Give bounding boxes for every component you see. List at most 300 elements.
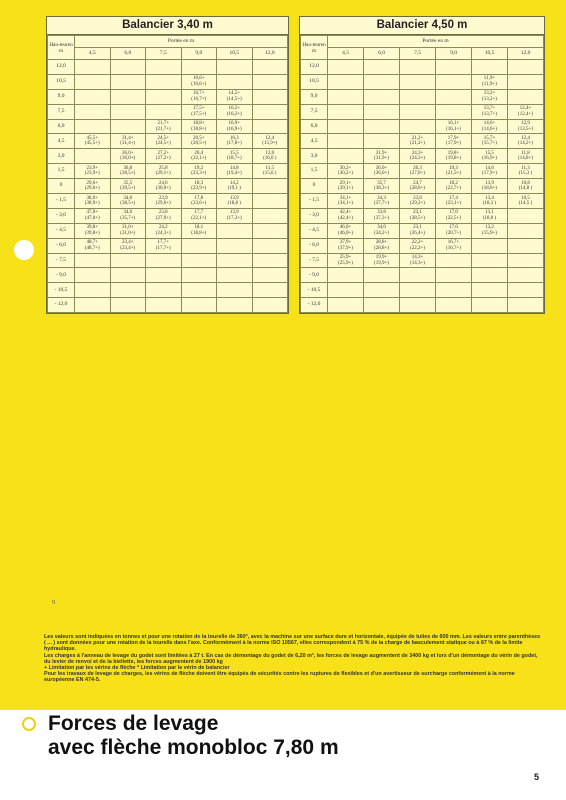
height-cell: 6,0 <box>48 119 75 134</box>
load-cell <box>364 119 400 134</box>
table-row <box>301 164 544 179</box>
load-cell <box>252 268 288 283</box>
load-cell <box>400 238 436 253</box>
load-cell <box>75 253 111 268</box>
load-cell <box>181 74 217 89</box>
load-cell <box>328 60 364 75</box>
load-cell <box>472 238 508 253</box>
hauteur-label-line: en m <box>311 41 326 54</box>
load-cell <box>508 74 544 89</box>
load-value: 25,9+ <box>339 255 352 261</box>
height-cell: 10,5 <box>301 74 328 89</box>
load-cell <box>400 208 436 223</box>
height-cell: 3,0 <box>301 149 328 164</box>
load-cell <box>328 89 364 104</box>
load-value: (22,1+) <box>191 215 207 221</box>
load-table-right <box>299 16 545 314</box>
load-value: (23,9+) <box>84 171 100 177</box>
load-cell <box>508 104 544 119</box>
load-cell <box>508 60 544 75</box>
lift-table <box>300 35 544 313</box>
load-cell <box>75 119 111 134</box>
load-value: (30,2+) <box>338 171 353 177</box>
load-value: 16,6+ <box>192 76 205 82</box>
table-row <box>48 119 288 134</box>
load-cell <box>217 149 253 164</box>
load-value: (15,9+) <box>482 230 497 236</box>
reach-column-header: 10,5 <box>472 48 508 60</box>
load-value: (19,9+) <box>374 260 389 266</box>
load-cell <box>364 74 400 89</box>
load-cell <box>400 89 436 104</box>
load-cell <box>252 89 288 104</box>
height-cell: 7,5 <box>301 104 328 119</box>
load-value: 29,1+ <box>339 180 352 186</box>
load-cell <box>328 74 364 89</box>
load-cell <box>110 104 146 119</box>
load-value: 33,8 <box>377 210 386 216</box>
load-value: (12,4+) <box>518 111 533 117</box>
load-value: 17,5+ <box>192 106 205 112</box>
load-value: (22,5+) <box>446 215 461 221</box>
hauteur-header <box>48 36 75 60</box>
load-value: 12,4 <box>521 135 530 141</box>
load-value: 18,8+ <box>192 121 205 127</box>
load-value: (27,2+) <box>155 156 171 162</box>
load-value: (38,5+) <box>120 200 136 206</box>
height-cell: 4,5 <box>48 134 75 149</box>
height-cell: - 6,0 <box>301 238 328 253</box>
load-cell <box>508 238 544 253</box>
load-cell <box>436 119 472 134</box>
load-cell <box>146 164 182 179</box>
height-cell: - 12,0 <box>301 298 328 313</box>
load-cell <box>181 238 217 253</box>
height-cell: - 3,0 <box>301 208 328 223</box>
scan-mark: 9 <box>52 600 55 606</box>
load-value: 34,6 <box>123 210 133 216</box>
reach-column-header: 9,0 <box>181 48 217 60</box>
load-value: 25,8 <box>158 165 168 171</box>
table-row <box>301 298 544 313</box>
load-cell <box>400 253 436 268</box>
load-value: 13,7+ <box>483 106 496 112</box>
page-number: 5 <box>534 772 540 782</box>
load-value: (14,8 ) <box>518 186 533 192</box>
load-cell <box>146 179 182 194</box>
load-cell <box>472 283 508 298</box>
load-value: 15,5 <box>229 150 239 156</box>
load-value: 14,6+ <box>483 121 496 127</box>
height-cell: 1,5 <box>301 164 328 179</box>
load-value: 13,2+ <box>483 91 496 97</box>
load-value: (16,1+) <box>446 126 461 132</box>
load-value: (17,9+) <box>482 171 497 177</box>
load-cell <box>110 60 146 75</box>
load-value: (28,6+) <box>410 186 425 192</box>
load-cell <box>472 104 508 119</box>
load-cell <box>472 134 508 149</box>
load-value: 16,2+ <box>228 106 241 112</box>
load-value: 36,8 <box>123 165 133 171</box>
load-value: (35,7+) <box>120 215 136 221</box>
load-value: (23,6+) <box>191 200 207 206</box>
reach-column-header: 4,5 <box>75 48 111 60</box>
load-value: (16,9+) <box>482 156 497 162</box>
load-cell <box>146 74 182 89</box>
load-cell <box>181 134 217 149</box>
load-value: (19,4+) <box>226 171 242 177</box>
load-value: (30,0+) <box>155 186 171 192</box>
table-row <box>48 104 288 119</box>
load-value: (46,0+) <box>338 230 353 236</box>
load-cell <box>508 119 544 134</box>
load-cell <box>252 223 288 238</box>
load-value: (13,5+) <box>518 126 533 132</box>
load-value: 36,0+ <box>375 165 388 171</box>
load-value: (34,1+) <box>338 200 353 206</box>
load-value: 16,9+ <box>228 121 241 127</box>
load-cell <box>217 119 253 134</box>
load-value: (16,2+) <box>226 111 242 117</box>
table-row <box>48 298 288 313</box>
load-cell <box>252 134 288 149</box>
load-value: (17,5+) <box>191 111 207 117</box>
hauteur-header <box>301 36 328 60</box>
load-cell <box>328 238 364 253</box>
load-value: (17,3+) <box>226 215 242 221</box>
load-table-left <box>46 16 289 314</box>
load-value: (27,9+) <box>155 215 171 221</box>
load-value: 13,4 <box>485 195 494 201</box>
load-value: 23,1 <box>413 225 422 231</box>
load-cell <box>110 283 146 298</box>
load-cell <box>400 74 436 89</box>
load-value: 36,0+ <box>121 150 134 156</box>
note-paragraph: Les charges à l'anneau de levage du godet sont limitées à 27 t. En cas de démontage du godet de 6,20 m³, les forces de levage augmentent de 3400 kg et lors d'un démontage du vérin de godet, du levier de renvoi et de la biellette, les forces augmentent de 1900 kg <box>44 652 538 665</box>
load-value: (18,7+) <box>226 156 242 162</box>
load-cell <box>436 268 472 283</box>
load-value: (23,4+) <box>120 245 136 251</box>
load-cell <box>110 298 146 313</box>
load-cell <box>217 283 253 298</box>
load-cell <box>472 253 508 268</box>
load-value: (31,0+) <box>120 230 136 236</box>
load-value: 15,5 <box>485 150 494 156</box>
height-cell: - 12,0 <box>48 298 75 313</box>
height-cell: - 7,5 <box>301 253 328 268</box>
load-cell <box>181 268 217 283</box>
load-cell <box>146 268 182 283</box>
load-value: (16,7+) <box>446 245 461 251</box>
load-cell <box>508 149 544 164</box>
table-row <box>48 60 288 75</box>
load-cell <box>400 283 436 298</box>
load-cell <box>75 194 111 209</box>
load-value: 35,7 <box>377 180 386 186</box>
load-value: (27,0+) <box>410 171 425 177</box>
load-cell <box>436 179 472 194</box>
load-value: 17,7+ <box>157 240 170 246</box>
load-value: (42,4+) <box>338 215 353 221</box>
hauteur-label-line: teur <box>312 41 321 48</box>
load-value: (23,3+) <box>191 171 207 177</box>
height-cell: - 4,5 <box>301 223 328 238</box>
load-cell <box>181 253 217 268</box>
load-cell <box>252 238 288 253</box>
load-cell <box>328 208 364 223</box>
load-value: 21,2+ <box>411 135 424 141</box>
load-cell <box>328 253 364 268</box>
load-cell <box>217 298 253 313</box>
load-value: 11,5 <box>265 165 275 171</box>
load-value: (22,1+) <box>191 156 207 162</box>
table-row <box>301 179 544 194</box>
load-cell <box>436 134 472 149</box>
load-value: 14,6 <box>485 165 494 171</box>
load-cell <box>436 60 472 75</box>
table-row <box>301 268 544 283</box>
title-line: Forces de levage <box>48 712 219 735</box>
load-cell <box>508 283 544 298</box>
load-cell <box>252 74 288 89</box>
load-value: (45,5+) <box>84 141 100 147</box>
height-cell: - 10,5 <box>301 283 328 298</box>
load-value: (29,6+) <box>155 200 171 206</box>
load-cell <box>472 164 508 179</box>
load-cell <box>146 238 182 253</box>
load-value: (26,4+) <box>410 230 425 236</box>
load-cell <box>400 223 436 238</box>
load-cell <box>217 179 253 194</box>
load-value: 31,9+ <box>375 150 388 156</box>
load-value: (20,7+) <box>446 230 461 236</box>
load-cell <box>252 149 288 164</box>
load-value: 48,7+ <box>86 240 99 246</box>
load-cell <box>146 149 182 164</box>
load-cell <box>181 164 217 179</box>
load-cell <box>110 268 146 283</box>
load-cell <box>75 238 111 253</box>
load-value: 23,4+ <box>121 240 134 246</box>
load-cell <box>217 208 253 223</box>
hauteur-label-line: en m <box>58 41 73 54</box>
load-value: (15,7+) <box>482 141 497 147</box>
load-value: (37,3+) <box>374 215 389 221</box>
load-cell <box>400 134 436 149</box>
load-value: 17,7 <box>194 210 204 216</box>
load-cell <box>217 89 253 104</box>
load-cell <box>508 194 544 209</box>
load-value: 34,3 <box>377 195 386 201</box>
load-value: 13,1 <box>485 210 494 216</box>
load-value: (25,9+) <box>338 260 353 266</box>
load-cell <box>508 298 544 313</box>
load-value: 12,4 <box>265 135 275 141</box>
load-cell <box>472 74 508 89</box>
load-cell <box>252 164 288 179</box>
load-value: 17,4 <box>449 195 458 201</box>
load-cell <box>146 134 182 149</box>
load-value: (29,6+) <box>84 186 100 192</box>
table-row <box>48 238 288 253</box>
load-cell <box>436 283 472 298</box>
hauteur-label-line: Hau- <box>49 41 60 48</box>
load-value: 29,6+ <box>86 180 99 186</box>
load-cell <box>252 104 288 119</box>
load-value: (28,5+) <box>410 215 425 221</box>
load-cell <box>146 298 182 313</box>
load-cell <box>328 268 364 283</box>
load-value: 16,1+ <box>447 121 460 127</box>
load-value: 11,9+ <box>483 76 496 82</box>
load-cell <box>364 194 400 209</box>
table-row <box>48 164 288 179</box>
load-value: 24,6 <box>158 180 168 186</box>
load-cell <box>436 89 472 104</box>
load-value: 26,3 <box>413 165 422 171</box>
load-cell <box>252 119 288 134</box>
load-cell <box>436 298 472 313</box>
load-value: 14,8 <box>229 165 239 171</box>
load-cell <box>508 253 544 268</box>
load-cell <box>75 298 111 313</box>
load-value: 19,2 <box>194 165 204 171</box>
load-value: (23,1+) <box>446 200 461 206</box>
portee-header: Portée en m <box>75 36 288 48</box>
height-cell: 4,5 <box>301 134 328 149</box>
load-value: 14,3+ <box>411 255 424 261</box>
load-cell <box>110 238 146 253</box>
load-cell <box>217 194 253 209</box>
height-cell: 3,0 <box>48 149 75 164</box>
height-cell: - 1,5 <box>48 194 75 209</box>
table-row <box>301 74 544 89</box>
load-value: (18,6+) <box>482 186 497 192</box>
load-cell <box>146 60 182 75</box>
load-cell <box>328 119 364 134</box>
load-value: (31,9+) <box>374 156 389 162</box>
load-cell <box>328 223 364 238</box>
load-cell <box>75 179 111 194</box>
load-cell <box>472 60 508 75</box>
load-value: 24,7 <box>413 180 422 186</box>
load-value: 16,7+ <box>192 91 205 97</box>
load-cell <box>75 60 111 75</box>
load-value: (15,9+) <box>262 141 278 147</box>
reach-column-header: 12,0 <box>252 48 288 60</box>
load-cell <box>436 223 472 238</box>
load-cell <box>110 179 146 194</box>
load-cell <box>436 194 472 209</box>
load-value: (18,8+) <box>191 126 207 132</box>
load-cell <box>217 104 253 119</box>
reach-column-header: 10,5 <box>217 48 253 60</box>
table-row <box>301 283 544 298</box>
load-cell <box>217 74 253 89</box>
load-cell <box>400 194 436 209</box>
load-value: 11,3 <box>521 165 530 171</box>
load-value: (16,9+) <box>226 126 242 132</box>
height-cell: - 6,0 <box>48 238 75 253</box>
load-value: (31,4+) <box>120 141 136 147</box>
note-paragraph: Les valeurs sont indiquées en tonnes et pour une rotation de la tourelle de 360°, avec la machine sur une surface dure et horizontale, équipée de tuiles de 600 mm. Les valeurs entre parenthèses ( ... ) sont données pour une rotation de la tourelle dans l'axe. Conformément à la norme ISO 10567, elles correspondent à 75 % de la charge de basculement statique ou à 87 % de la limite hydraulique. <box>44 634 541 653</box>
load-cell <box>110 164 146 179</box>
height-cell: 9,0 <box>48 89 75 104</box>
height-cell: - 9,0 <box>48 268 75 283</box>
load-value: 17,8 <box>194 195 204 201</box>
load-value: 16,3 <box>229 135 239 141</box>
load-value: 39,8+ <box>86 225 99 231</box>
load-cell <box>508 208 544 223</box>
load-value: (28,8+) <box>374 245 389 251</box>
load-value: 18,1 <box>194 225 204 231</box>
load-cell <box>472 223 508 238</box>
load-value: 12,4+ <box>519 106 532 112</box>
load-cell <box>508 223 544 238</box>
load-cell <box>400 119 436 134</box>
load-value: 20,5+ <box>192 135 205 141</box>
load-value: (18,3 ) <box>482 200 497 206</box>
load-cell <box>146 119 182 134</box>
height-cell: 7,5 <box>48 104 75 119</box>
load-value: (39,8+) <box>84 230 100 236</box>
table-row <box>48 149 288 164</box>
load-cell <box>110 89 146 104</box>
load-cell <box>181 60 217 75</box>
load-value: 13,9 <box>485 180 494 186</box>
load-value: (48,7+) <box>84 245 100 251</box>
table-row <box>301 119 544 134</box>
height-cell: 10,5 <box>48 74 75 89</box>
load-value: (23,9+) <box>191 186 207 192</box>
note-legend: + Limitation par les vérins de flèche * Limitation par le vérin de balancier <box>44 665 230 672</box>
table-row <box>301 89 544 104</box>
height-cell: 12,0 <box>48 60 75 75</box>
height-cell: 12,0 <box>301 60 328 75</box>
load-cell <box>364 149 400 164</box>
load-value: 16,7+ <box>447 240 460 246</box>
load-cell <box>110 253 146 268</box>
binder-hole <box>14 240 34 260</box>
load-cell <box>472 119 508 134</box>
load-cell <box>436 104 472 119</box>
load-cell <box>75 104 111 119</box>
load-cell <box>181 223 217 238</box>
table-row <box>48 208 288 223</box>
load-cell <box>75 268 111 283</box>
load-value: 19,8+ <box>447 150 460 156</box>
load-value: 28,8+ <box>375 240 388 246</box>
load-value: 14,2 <box>229 180 239 186</box>
load-cell <box>472 268 508 283</box>
table-row <box>301 223 544 238</box>
table-title: Balancier 4,50 m <box>300 17 544 35</box>
load-value: 13,9 <box>229 210 239 216</box>
reach-column-header: 6,0 <box>364 48 400 60</box>
height-cell: - 9,0 <box>301 268 328 283</box>
load-cell <box>472 194 508 209</box>
load-value: (15,3 ) <box>518 171 533 177</box>
load-cell <box>217 134 253 149</box>
load-cell <box>364 60 400 75</box>
height-cell: - 7,5 <box>48 253 75 268</box>
load-cell <box>252 194 288 209</box>
load-cell <box>217 238 253 253</box>
load-value: 31,0+ <box>121 225 134 231</box>
load-cell <box>364 298 400 313</box>
load-value: 47,0+ <box>86 210 99 216</box>
